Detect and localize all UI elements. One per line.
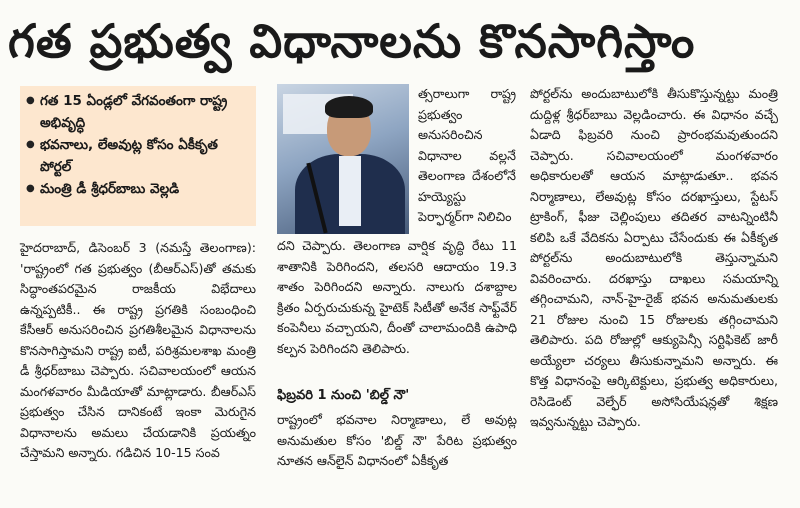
highlight-item: ● మంత్రి డీ శ్రీధర్‌బాబు వెల్లడి	[40, 178, 250, 200]
article-text: హైదరాబాద్, డిసెంబర్ 3 (నమస్తే తెలంగాణ): 'రాష్ట్రంలో గత ప్రభుత్వం (బీఆర్ఎస్)తో తమకు సిద్ధాంతపరమైన రాజకీయ విభేదాలు ఉన్నప్పటికీ.. ఈ రాష్ట్ర ప్రగతికి సంబంధించి కేసీఆర్ అనుసరించిన ప్రగతిశీలమైన విధానాలను కొనసాగిస్తామని రాష్ట్ర ఐటీ, పరిశ్రమలశాఖ మంత్రి డీ శ్రీధర్‌బాబు చెప్పారు. సచివాలయంలో ఆయన మంగళవారం మీడియాతో మాట్లాడారు. బీఆర్ఎస్ ప్రభుత్వం చేసిన దానికంటే ఇంకా మెరుగైన విధానాలను అమలు చేయడానికి ప్రయత్నం చేస్తామని అన్నారు. గడిచిన 10-15 సంవ	[20, 240, 256, 460]
highlights-box	[20, 86, 256, 226]
article-text: త్సరాలుగా రాష్ట్ర ప్రభుత్వం అనుసరించిన విధానాల వల్లనే తెలంగాణ దేశంలోనే హయ్యెస్టు పెర్ఫార్మర్‌గా నిలిచిం	[418, 86, 516, 224]
article-column-1	[20, 238, 256, 464]
highlights-list	[26, 90, 250, 200]
article-column-2	[277, 236, 517, 359]
article-column-2-top	[418, 84, 516, 228]
article-text: దని చెప్పారు. తెలంగాణ వార్షిక వృద్ధి రేటు 11 శాతానికి పెరిగిందని, తలసరి ఆదాయం 19.3 శాతం పెరిగిందని అన్నారు. నాలుగు దశాబ్దాల క్రితం ఏర్పరుచుకున్న హైటెక్ సిటీతో అనేక సాఫ్ట్‌వేర్ కంపెనీలు వచ్చాయని, దీంతో చాలామందికి ఉపాధి కల్పన పెరిగిందని తెలిపారు.	[277, 238, 517, 356]
highlight-item: ● భవనాలు, లేఅవుట్ల కోసం ఏకీకృత పోర్టల్	[40, 134, 250, 178]
article-column-2-bottom	[277, 410, 517, 472]
article-text: పోర్టల్‌ను అందుబాటులోకి తీసుకొస్తున్నట్టు మంత్రి దుద్దిళ్ల శ్రీధర్‌బాబు వెల్లడించారు. ఈ విధానం వచ్చే ఏడాది ఫిబ్రవరి నుంచి ప్రారంభమవుతుందని చెప్పారు. సచివాలయంలో మంగళవారం అధికారులతో ఆయన మాట్లాడుతూ.. భవన నిర్మాణాలు, లేఅవుట్ల కోసం దరఖాస్తులు, స్టేటస్ ట్రాకింగ్, ఫీజు చెల్లింపులు తదితర వాటన్నింటినీ కలిపి ఒకే వేదికను ఏర్పాటు చేసేందుకు ఈ ఏకీకృత పోర్టల్‌ను అందుబాటులోకి తెస్తున్నామని వివరించారు. దరఖాస్తు దాఖలు సమయాన్ని తగ్గించామని, నాన్-హై-రైజ్ భవన అనుమతులకు 21 రోజుల నుంచి 15 రోజులకు తగ్గించామని తెలిపారు. పది రోజుల్లో ఆక్యుపెన్సీ సర్టిఫికెట్ జారీ అయ్యేలా చర్యలు తీసుకున్నామని అన్నారు. ఈ కొత్త విధానంపై ఆర్కిటెక్టులు, ప్రభుత్వ అధికారులు, రెసిడెంట్ వెల్ఫేర్ అసోసియేషన్లతో శిక్షణ ఇవ్వనున్నట్టు చెప్పారు.	[530, 86, 778, 429]
section-subheading: ఫిబ్రవరి 1 నుంచి 'బిల్డ్ నౌ'	[277, 388, 410, 403]
highlight-item: ● గత 15 ఏండ్లలో వేగవంతంగా రాష్ట్ర అభివృద్ధి	[40, 90, 250, 134]
article-text: రాష్ట్రంలో భవనాల నిర్మాణాలు, లే అవుట్ల అనుమతుల కోసం 'బిల్డ్ నౌ' పేరిట ప్రభుత్వం నూతన ఆన్‌లైన్ విధానంలో ఏకీకృత	[277, 412, 517, 468]
headline: గత ప్రభుత్వ విధానాలను కొనసాగిస్తాం	[8, 14, 696, 68]
article-column-3	[530, 84, 778, 433]
minister-photo	[277, 84, 409, 234]
